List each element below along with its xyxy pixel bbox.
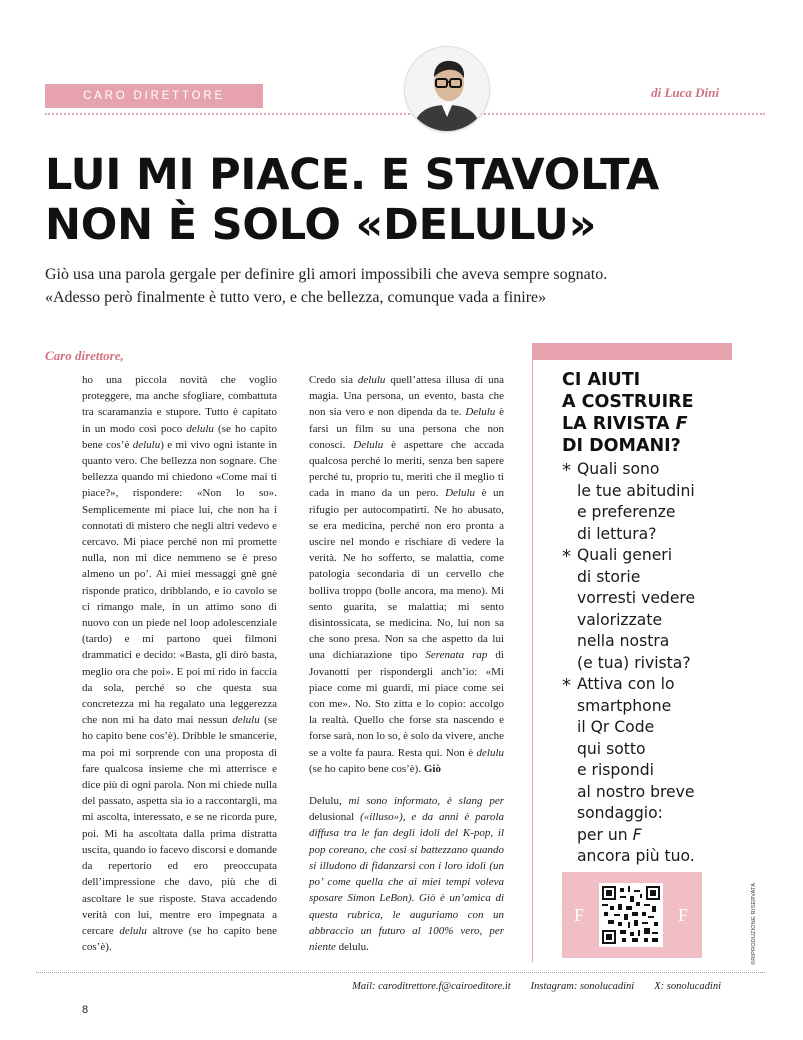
letter-signature: Giò <box>423 762 441 775</box>
sidebar-title: CI AIUTI A COSTRUIRE LA RIVISTA F DI DOMANI? <box>562 370 694 456</box>
survey-item: * Quali sono le tue abitudini e preferenze di lettura? <box>562 460 695 543</box>
author-byline: di Luca Dini <box>651 85 719 100</box>
sidebar-divider <box>532 360 533 962</box>
footer-contacts <box>352 981 721 992</box>
footer-x[interactable]: X: sonolucadini <box>654 981 721 992</box>
asterisk-icon: * <box>562 675 571 696</box>
letter-paragraph: ho una piccola novità che voglio proteggere, ma anche sfogliare, combattuta tra scaramanzia e stupore. Tutto è capitato in un modo così poco delulu (se ho capito bene cos’è delulu) e mi vivo ogni istante in quanto vero. Che bellezza non sognare. Che bellezza quando mi chiedono «Come mai ti piace?», rispondere: «Non lo so». Semplicemente mi piace lui, che non ha i connotati di mistero che negli altri vedevo e cercavo. Mi piace perché non mi promette nulla, non mi dice nemmeno se è preso almeno un po’. Ai miei messaggi gnè gnè risponde pratico, dribblando, e io cavolo se ci rimango male, in un attimo sono di nuovo con un piede nel loop adolescenziale (tardo) e mi partono quei filmoni drammatici e decido: «Basta, gli dirò basta, meglio ora che poi». E poi mi rido in faccia da sola, perché so che questa sua concretezza mi ha regalato una leggerezza che non mi ha dato mai nessun delulu (se ho capito bene cos’è). Dribble le smancerie, ma poi mi sorprende con una proposta di fare qualcosa insieme che mi atterrisce e dice più di ogni parola. Non mi chiede nulla del passato, aspetta sia io a raccontargli, ma mi ascolta, interessato, e se ne ricorda pure, poi. Mi ha ascoltata dalla prima distratta uscita, quando io facevo discorsi e domande da repertorio ed ero preoccupata dell’impressione che davo, più che di ascoltare le sue risposte. Stava accadendo verità con lui, mentre ero impegnata a cercare delulu altrove (se ho capito bene cos’è). <box>82 374 278 954</box>
f-logo-left: F <box>574 904 585 925</box>
copyright-notice: ©RIPRODUZIONE RISERVATA <box>751 882 757 965</box>
footer-mail[interactable]: Mail: caroditrettore.f@cairoeditore.it <box>352 981 511 992</box>
page-number: 8 <box>82 1004 89 1016</box>
qr-code-icon <box>602 886 660 944</box>
letter-column-2 <box>309 372 504 955</box>
qr-code-panel <box>562 872 702 958</box>
director-reply: Delulu, mi sono informato, è slang per delusional («illuso»), e da anni è parola diffusa tra le fan degli idoli del K-pop, il pop coreano, che così si battezzano quando si illudono di fidanzarsi con i loro idoli (un po’ come quella che ai miei tempi voleva sposare Simon LeBon). Giò è un’amica di questa rubrica, le auguriamo con un abbraccio un futuro al 100% vero, per niente delulu. <box>309 795 505 953</box>
sidebar-header-bar <box>532 343 732 360</box>
author-avatar <box>405 47 489 131</box>
page-title <box>45 150 765 250</box>
letter-column-1 <box>82 372 277 955</box>
survey-questions <box>562 459 737 868</box>
f-logo-right: F <box>677 904 688 925</box>
headline-line-2: NON È SOLO «DELULU» <box>45 200 597 250</box>
author-portrait-icon <box>405 47 489 131</box>
survey-item: * Quali generi di storie vorresti vedere valorizzate nella nostra (e tua) rivista? <box>562 546 696 672</box>
standfirst-line-2: «Adesso però finalmente è tutto vero, e che bellezza, comunque vada a finire» <box>45 289 547 306</box>
standfirst-line-1: Giò usa una parola gergale per definire gli amori impossibili che aveva sempre sognato. <box>45 266 608 283</box>
asterisk-icon: * <box>562 460 571 481</box>
footer-divider <box>36 972 765 973</box>
header-divider <box>45 113 765 115</box>
letter-paragraph: Credo sia delulu quell’attesa illusa di una magia. Una persona, un evento, basta che non sia vero e non dipenda da te. Delulu è farsi un film su una persona che non conosci. Delulu è aspettare che accada qualcosa perché lo meriti, senza ben sapere perché tu, proprio tu, meriti che il meglio ti cada in mano da un pero. Delulu è un rifugio per autocompatirti. Ne ho abusato, se era medicina, perché non ero pronta a uscire nel mondo e rischiare di vedere la verità. Ne ho sofferto, se malattia, come patologia secondaria di un cervello che bolliva troppo (bolle ancora, ma meno). Mi sento guarita, se malattia; mi sento disintossicata, se medicina. No, lui non sa che sono presa. Non sa che aspetto da lui una dichiarazione tipo Serenata rap di Jovanotti per rispondergli anch’io: «Mi piace come mi guardi, mi piace come sei con me». No. Sto zitta e lo copio: accolgo la realtà. Quello che forse sta nascendo e forse sarà, non lo so, è solo da vivere, anche se a volte fa paura. Resta qui. Non è delulu (se ho capito bene cos’è). Giò <box>309 374 505 775</box>
headline-line-1: LUI MI PIACE. E STAVOLTA <box>45 150 660 200</box>
survey-item: * Attiva con lo smartphone il Qr Code qui sotto e rispondi al nostro breve sondaggio: per un F ancora più tuo. <box>562 675 695 865</box>
asterisk-icon: * <box>562 546 571 567</box>
qr-code[interactable] <box>599 883 663 947</box>
footer-instagram[interactable]: Instagram: sonolucadini <box>530 981 635 992</box>
standfirst <box>45 263 765 309</box>
section-tag: CARO DIRETTORE <box>45 84 263 108</box>
letter-salutation: Caro direttore, <box>45 348 124 363</box>
